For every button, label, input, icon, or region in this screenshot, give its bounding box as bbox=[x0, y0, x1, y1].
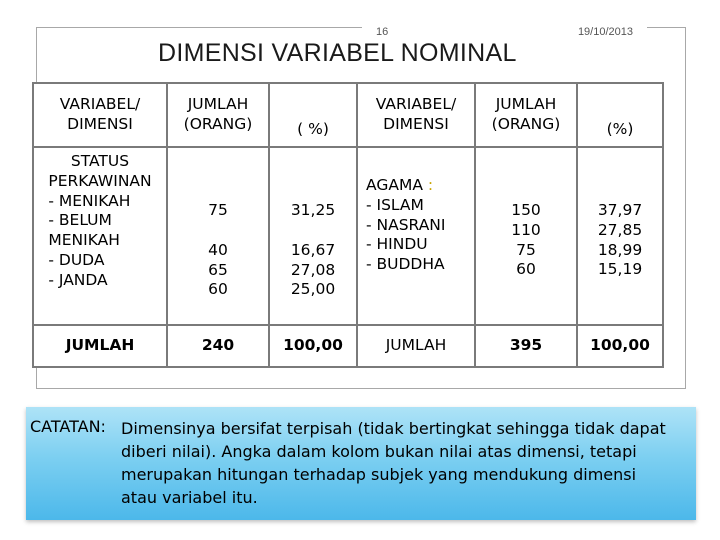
pct-islam: 37,97 bbox=[597, 201, 643, 219]
header-jumlah-orang-2: JUMLAH (ORANG) bbox=[476, 84, 576, 146]
total-pct-2: 100,00 bbox=[578, 326, 662, 366]
total-label-1: JUMLAH bbox=[34, 326, 166, 366]
total-pct-1: 100,00 bbox=[270, 326, 356, 366]
count-janda: 60 bbox=[208, 280, 228, 299]
header-jumlah-orang-1: JUMLAH (ORANG) bbox=[168, 84, 268, 146]
header-variabel-dimensi-2: VARIABEL/ DIMENSI bbox=[358, 84, 474, 146]
item-belum-menikah: MENIKAH bbox=[48, 231, 120, 250]
note-label: CATATAN: bbox=[30, 417, 106, 436]
count-duda: 65 bbox=[208, 260, 228, 279]
pct-menikah: 31,25 bbox=[290, 201, 336, 219]
item-duda: - DUDA bbox=[48, 251, 105, 270]
status-percents-cell bbox=[270, 148, 356, 324]
header-persen-1: ( %) bbox=[270, 84, 356, 146]
slide-title: DIMENSI VARIABEL NOMINAL bbox=[158, 39, 517, 67]
note-text: Dimensinya bersifat terpisah (tidak bertingkat sehingga tidak dapat diberi nilai). Angka dalam kolom bukan nilai atas dimensi, tetapi merupakan hitungan terhadap subjek yang mendukung dimensi atau variabel itu. bbox=[121, 419, 666, 507]
pct-nasrani: 27,85 bbox=[597, 220, 643, 239]
pct-buddha: 15,19 bbox=[597, 260, 643, 279]
count-buddha: 60 bbox=[516, 260, 536, 279]
pct-hindu: 18,99 bbox=[597, 240, 643, 259]
pct-janda: 25,00 bbox=[290, 280, 336, 299]
count-menikah: 75 bbox=[208, 201, 228, 219]
nominal-dimension-table bbox=[32, 82, 664, 368]
item-islam: - ISLAM bbox=[366, 195, 424, 214]
agama-heading: AGAMA : bbox=[366, 176, 434, 194]
total-count-1: 240 bbox=[168, 326, 268, 366]
count-belum-menikah: 40 bbox=[208, 240, 228, 259]
count-hindu: 75 bbox=[516, 240, 536, 259]
slide-date: 19/10/2013 bbox=[577, 26, 633, 38]
item-belum: - BELUM bbox=[48, 211, 112, 230]
item-nasrani: - NASRANI bbox=[366, 215, 446, 234]
slide-number: 16 bbox=[376, 26, 389, 38]
item-buddha: - BUDDHA bbox=[366, 255, 445, 274]
total-count-2: 395 bbox=[476, 326, 576, 366]
agama-cell bbox=[358, 148, 474, 324]
pct-belum-menikah: 16,67 bbox=[290, 240, 336, 259]
count-nasrani: 110 bbox=[511, 220, 541, 239]
header-persen-2: (%) bbox=[578, 84, 662, 146]
count-islam: 150 bbox=[511, 201, 541, 219]
pct-duda: 27,08 bbox=[290, 260, 336, 279]
item-janda: - JANDA bbox=[48, 270, 108, 289]
item-hindu: - HINDU bbox=[366, 235, 428, 254]
status-counts-cell bbox=[168, 148, 268, 324]
status-perkawinan-cell: STATUS PERKAWINAN - MENIKAH - BELUM MENIKAH - DUDA - JANDA bbox=[34, 148, 166, 324]
item-menikah: - MENIKAH bbox=[48, 191, 131, 210]
catatan-note-box bbox=[26, 407, 696, 520]
header-variabel-dimensi-1: VARIABEL/ DIMENSI bbox=[34, 84, 166, 146]
total-label-2: JUMLAH bbox=[358, 326, 474, 366]
agama-counts-cell bbox=[476, 148, 576, 324]
agama-percents-cell bbox=[578, 148, 662, 324]
